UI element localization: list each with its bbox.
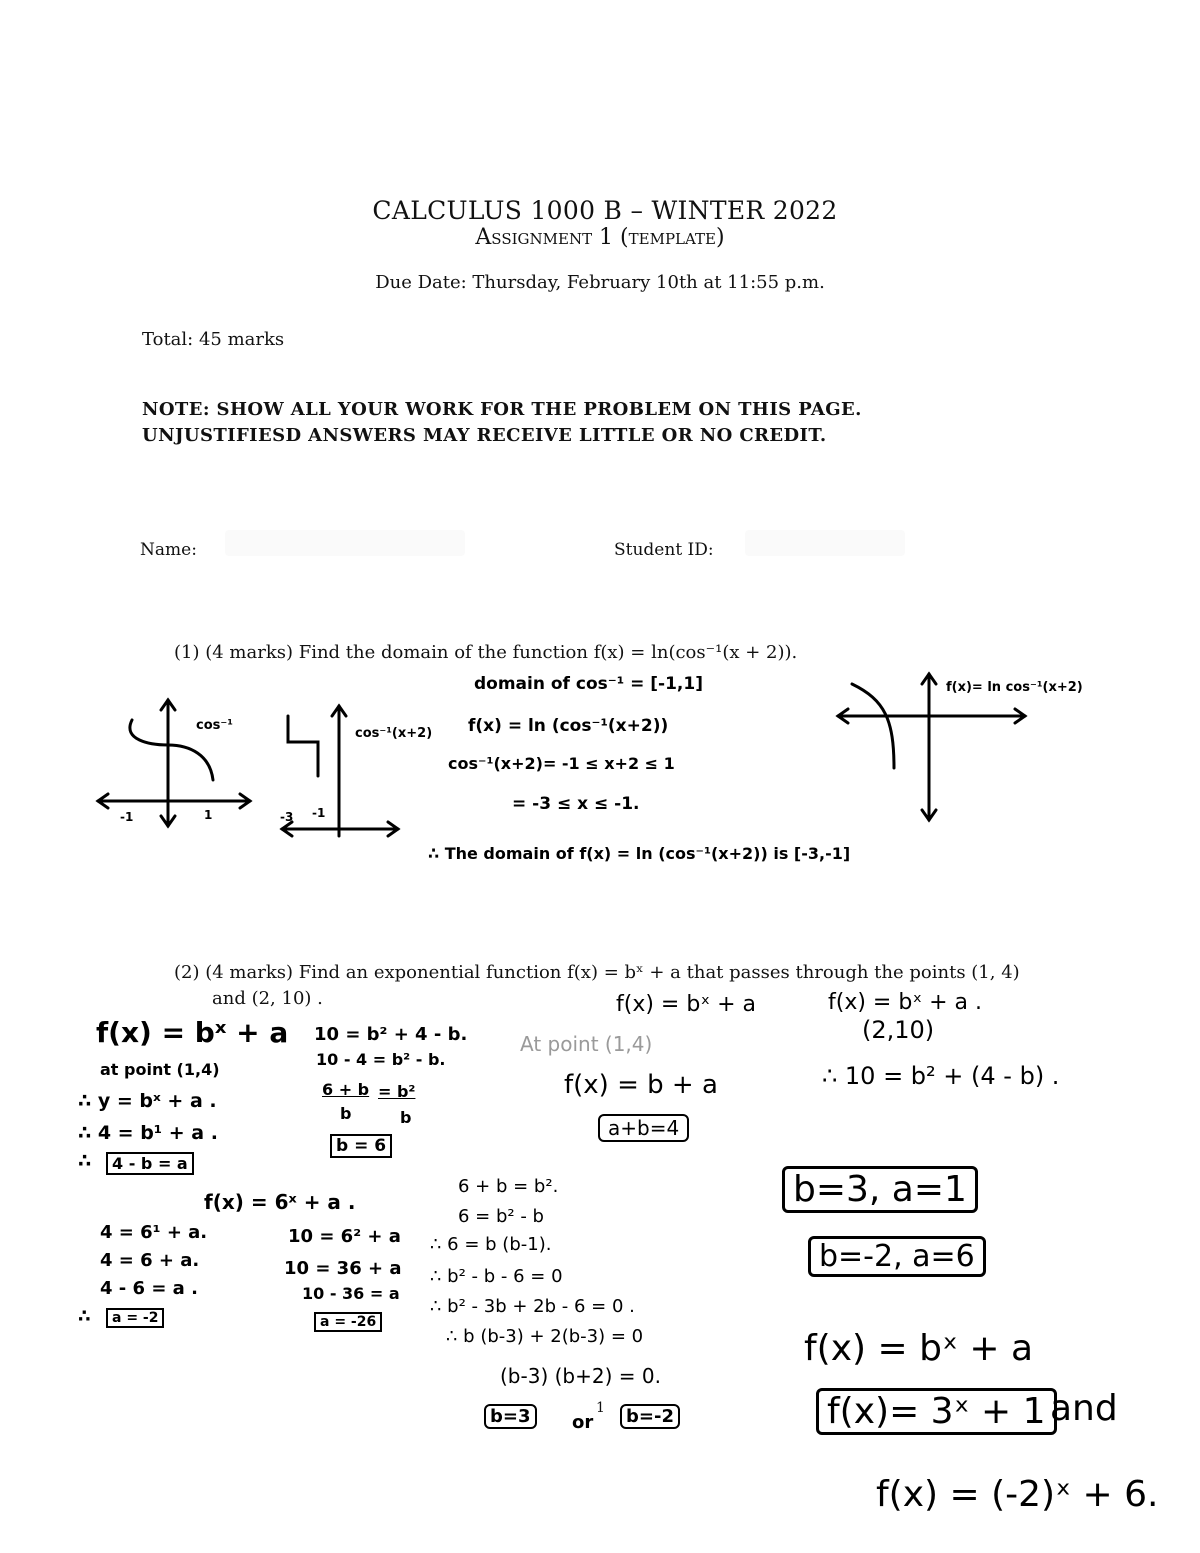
q1-work-3: cos⁻¹(x+2)= -1 ≤ x+2 ≤ 1 bbox=[448, 754, 675, 773]
q2-center-3: f(x) = b + a bbox=[564, 1070, 718, 1100]
assignment-title: CALCULUS 1000 B – WINTER 2022 bbox=[372, 196, 838, 225]
q2-quad-7: (b-3) (b+2) = 0. bbox=[500, 1364, 661, 1388]
graph2-label: cos⁻¹(x+2) bbox=[355, 726, 433, 741]
q1-conclusion: ∴ The domain of f(x) = ln (cos⁻¹(x+2)) is [-3,-1] bbox=[428, 844, 851, 863]
graph2-curve bbox=[288, 716, 318, 776]
note-line-1: NOTE: SHOW ALL YOUR WORK FOR THE PROBLEM ON THIS PAGE. bbox=[142, 399, 862, 420]
general-form: f(x) = bˣ + a bbox=[804, 1328, 1034, 1369]
q1-work-4: = -3 ≤ x ≤ -1. bbox=[512, 794, 640, 814]
q2-quad-1: 6 + b = b². bbox=[458, 1176, 559, 1197]
q2-left-2: at point (1,4) bbox=[100, 1060, 220, 1079]
q1-work-2: f(x) = ln (cos⁻¹(x+2)) bbox=[468, 716, 669, 736]
q2-sub-5: ∴ bbox=[78, 1306, 91, 1327]
q2-sub-7: 10 = 36 + a bbox=[284, 1258, 402, 1279]
q2-sub-8: 10 - 36 = a bbox=[302, 1284, 400, 1303]
note-line-2: UNJUSTIFIESD ANSWERS MAY RECEIVE LITTLE OR NO CREDIT. bbox=[142, 425, 827, 446]
page-number: 1 bbox=[596, 1400, 605, 1416]
q2-left-5: ∴ bbox=[78, 1150, 92, 1172]
graph1-label: cos⁻¹ bbox=[196, 718, 233, 733]
question-1-prompt: (1) (4 marks) Find the domain of the function f(x) = ln(cos⁻¹(x + 2)). bbox=[174, 642, 798, 663]
total-marks: Total: 45 marks bbox=[142, 329, 285, 350]
q2-mid-boxed: b = 6 bbox=[330, 1134, 392, 1158]
q2-mid-6: b bbox=[400, 1108, 412, 1127]
due-date: Due Date: Thursday, February 10th at 11:55 p.m. bbox=[375, 272, 825, 293]
q2-quad-6: ∴ b (b-3) + 2(b-3) = 0 bbox=[446, 1326, 644, 1347]
q2-left-4: ∴ 4 = b¹ + a . bbox=[78, 1122, 218, 1144]
name-label: Name: bbox=[140, 540, 197, 560]
graph3-curve bbox=[852, 684, 894, 768]
answer-pair-1: b=3, a=1 bbox=[782, 1166, 978, 1213]
graph1-tick-pos: 1 bbox=[204, 808, 213, 822]
q2-sub-2: 4 = 6¹ + a. bbox=[100, 1222, 208, 1243]
q2-right-1: f(x) = bˣ + a . bbox=[828, 990, 982, 1015]
q2-right-3: ∴ 10 = b² + (4 - b) . bbox=[822, 1062, 1060, 1090]
q2-mid-2: 10 - 4 = b² - b. bbox=[316, 1050, 446, 1069]
graph1-tick-neg: -1 bbox=[120, 810, 134, 824]
q2-sub-6: 10 = 6² + a bbox=[288, 1226, 401, 1247]
q2-mid-4: b bbox=[340, 1104, 352, 1123]
q2-right-2: (2,10) bbox=[862, 1016, 935, 1044]
answer-pair-2: b=-2, a=6 bbox=[808, 1236, 986, 1277]
q2-or: or bbox=[572, 1412, 594, 1433]
q2-mid-5: = b² bbox=[378, 1082, 416, 1101]
question-2-prompt-line-1: (2) (4 marks) Find an exponential function f(x) = bˣ + a that passes through the points (1, 4) bbox=[174, 962, 1020, 983]
q2-mid-1: 10 = b² + 4 - b. bbox=[314, 1024, 468, 1045]
q2-left-3: ∴ y = bˣ + a . bbox=[78, 1090, 217, 1112]
q2-center-1: f(x) = bˣ + a bbox=[616, 992, 756, 1017]
q2-root-b3: b=3 bbox=[484, 1404, 537, 1429]
q2-left-boxed: 4 - b = a bbox=[106, 1152, 194, 1175]
q2-sub-1: f(x) = 6ˣ + a . bbox=[204, 1190, 356, 1214]
and-text: and bbox=[1050, 1388, 1118, 1429]
student-id-label: Student ID: bbox=[614, 540, 714, 560]
q2-center-boxed: a+b=4 bbox=[598, 1114, 689, 1142]
q2-root-bneg2: b=-2 bbox=[620, 1404, 680, 1429]
q2-sub-3: 4 = 6 + a. bbox=[100, 1250, 200, 1271]
q2-quad-4: ∴ b² - b - 6 = 0 bbox=[430, 1266, 563, 1287]
final-answer-1: f(x)= 3ˣ + 1 bbox=[816, 1388, 1057, 1435]
q2-quad-3: ∴ 6 = b (b-1). bbox=[430, 1234, 552, 1255]
assignment-subtitle: Assignment 1 (template) bbox=[475, 225, 725, 250]
graph3-label: f(x)= ln cos⁻¹(x+2) bbox=[946, 680, 1083, 695]
graph2-tick-a: -3 bbox=[280, 810, 294, 824]
q2-quad-5: ∴ b² - 3b + 2b - 6 = 0 . bbox=[430, 1296, 635, 1317]
q2-mid-3: 6 + b bbox=[322, 1080, 370, 1099]
q2-center-2: At point (1,4) bbox=[520, 1032, 653, 1056]
q2-sub-4: 4 - 6 = a . bbox=[100, 1278, 198, 1299]
q2-sub-boxed-a: a = -2 bbox=[106, 1308, 164, 1328]
q1-work-1: domain of cos⁻¹ = [-1,1] bbox=[474, 674, 703, 694]
question-2-prompt-line-2: and (2, 10) . bbox=[212, 988, 323, 1009]
graph2-tick-b: -1 bbox=[312, 806, 326, 820]
q2-quad-2: 6 = b² - b bbox=[458, 1206, 544, 1227]
final-answer-2: f(x) = (-2)ˣ + 6. bbox=[876, 1474, 1159, 1515]
q2-left-1: f(x) = bˣ + a bbox=[96, 1016, 289, 1049]
q2-sub-boxed-b: a = -26 bbox=[314, 1312, 382, 1332]
